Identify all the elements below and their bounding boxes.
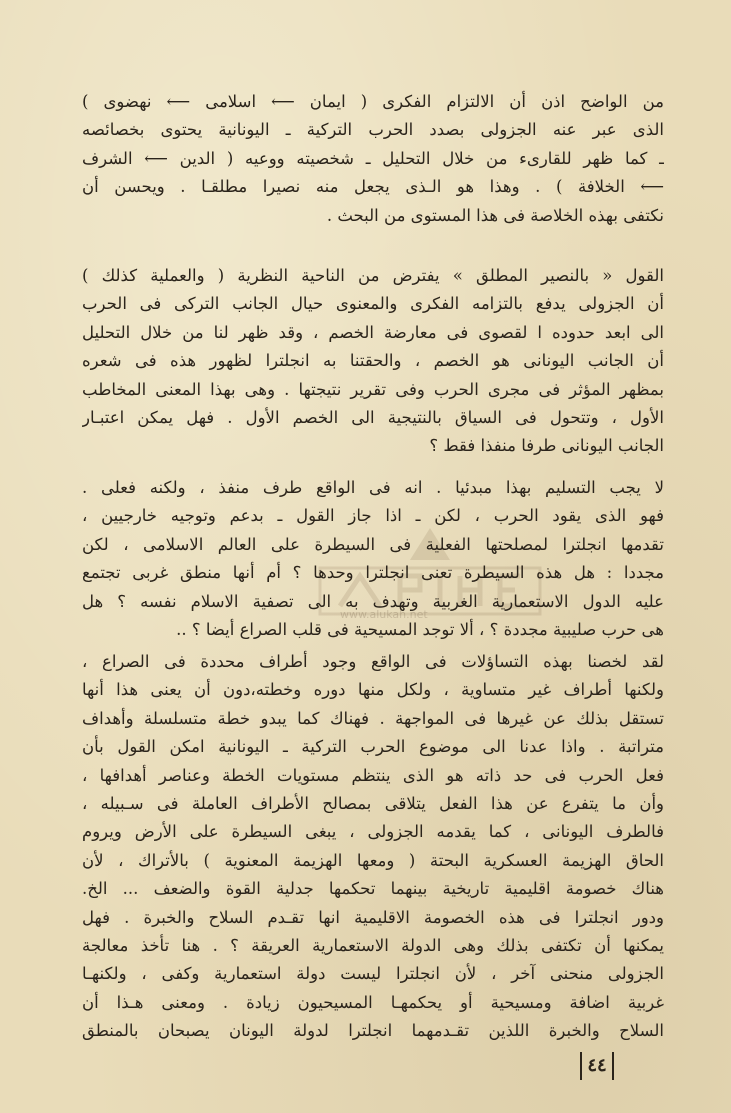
text-line: الأول ، وتتحول فى السياق بالنتيجية الى الخصم الأول . فهل يمكن اعتبـار (82, 408, 664, 428)
text-line: الذى عبر عنه الجزولى بصدد الحرب التركية ـ اليونانية يحتوى بخصائصه (82, 120, 664, 140)
text-line: متراتبة . واذا عدنا الى موضوع الحرب التركية ـ اليونانية امكن القول بأن (82, 737, 664, 757)
text-line: فهو الذى يقود الحرب ، لكن ـ اذا جاز القول ـ بدعم وتوجيه خارجيين ، (82, 506, 664, 526)
text-line: أن الجزولى يدفع بالتزامه الفكرى والمعنوى حيال الجانب التركى فى الحرب (82, 294, 664, 314)
text-line: نكتفى بهذه الخلاصة فى هذا المستوى من البحث . (326, 205, 664, 225)
text-line: من الواضح اذن أن الالتزام الفكرى ( ايمان ⟵ اسلامى ⟵ نهضوى ) (82, 92, 664, 111)
text-line: أن الجانب اليونانى هو الخصم ، والحقتنا به انجلترا لظهور هذه فى شعره (82, 351, 664, 371)
text-line: الجزولى منحنى آخر ، لأن انجلترا ليست دولة استعمارية وكفى ، ولكنهـا (82, 964, 664, 984)
text-line: السلاح والخبرة اللذين تقـدمهما انجلترا لدولة اليونان يصبحان بالمنطق (82, 1021, 664, 1041)
text-line: لا يجب التسليم بهذا مبدئيا . انه فى الواقع طرف منفذ ، ولكنه فعلى . (82, 478, 664, 497)
text-line: ـ كما ظهر للقارىء من خلال التحليل ـ شخصيته ووعيه ( الدين ⟵ الشرف (82, 148, 664, 168)
text-line: تستقل بذلك عن غيرها فى المواجهة . فهناك كما يبدو خطة متسلسلة وأهداف (82, 708, 664, 728)
text-line: غربية اضافة ومسيحية أو يحكمهـا المسيحيون زيادة . ومعنى هـذا أن (82, 992, 664, 1012)
text-line: يمكنها أن تكتفى بذلك وهى الدولة الاستعمارية العريقة ؟ . هنا تأخذ معالجة (82, 936, 664, 956)
paragraph-4 (82, 648, 664, 1046)
text-line: عليه الدول الاستعمارية الغربية وتهدف به الى تصفية الاسلام نفسه ؟ هل (82, 591, 664, 611)
text-line: ولكنها أطراف غير متساوية ، ولكل منها دوره وخطته،دون أن يعنى هذا أنها (82, 680, 664, 700)
paragraph-1 (82, 88, 664, 230)
text-line: فعل الحرب فى حد ذاته هو الذى ينتظم مستويات الخطة وعناصر أهدافها ، (82, 765, 664, 785)
watermark-url: www.alukah.net (340, 608, 428, 621)
text-line: هناك خصومة اقليمية تاريخية بينهما تحكمها جدلية القوة والضعف ... الخ. (82, 879, 664, 899)
text-line: الحاق الهزيمة العسكرية البحتة ( ومعها الهزيمة المعنوية ) بالأتراك ، لأن (82, 850, 664, 870)
text-line: تقدمها انجلترا لمصلحتها الفعلية فى السيطرة على العالم الاسلامى ، لكن (82, 534, 664, 554)
text-line: فالطرف اليونانى ، كما يقدمه الجزولى ، يبغى السيطرة على الأرض ويروم (82, 822, 664, 842)
paragraph-2 (82, 262, 664, 461)
text-line: الى ابعد حدوده ا لقصوى فى معارضة الخصم ، وقد ظهر لنا من خلال التحليل (82, 322, 664, 342)
text-line: مجددا : هل هذه السيطرة تعنى انجلترا وحدها ؟ أم أنها منطق غربى تجتمع (82, 563, 664, 583)
text-line: ودور انجلترا فى هذه الخصومة الاقليمية انها تقـدم السلاح والخبرة . فهل (82, 907, 664, 927)
text-line: الجانب اليونانى طرفا منفذا فقط ؟ (429, 436, 664, 456)
text-line: لقد لخصنا بهذه التساؤلات فى الواقع وجود أطراف محددة فى الصراع ، (82, 652, 664, 671)
text-line: القول « بالنصير المطلق » يفترض من الناحية النظرية ( والعملية كذلك ) (82, 266, 664, 285)
text-line: ⟵ الخلافة ) . وهذا هو الـذى يجعل منه نصيرا مطلقـا . ويحسن أن (82, 177, 664, 197)
text-line: وأن ما يتفرع عن هذا الفعل يتلاقى بمصالح الأطراف العاملة فى سـبيله ، (82, 794, 664, 814)
text-line: هى حرب صليبية مجددة ؟ ، ألا توجد المسيحية فى قلب الصراع أيضا ؟ .. (176, 620, 664, 640)
text-line: بمظهر المؤثر فى مجرى الحرب وفى تقرير نتيجتها . وهى بهذا المعنى المخاطب (82, 379, 664, 399)
page-number: ٤٤ (580, 1052, 614, 1080)
paragraph-3 (82, 474, 664, 644)
